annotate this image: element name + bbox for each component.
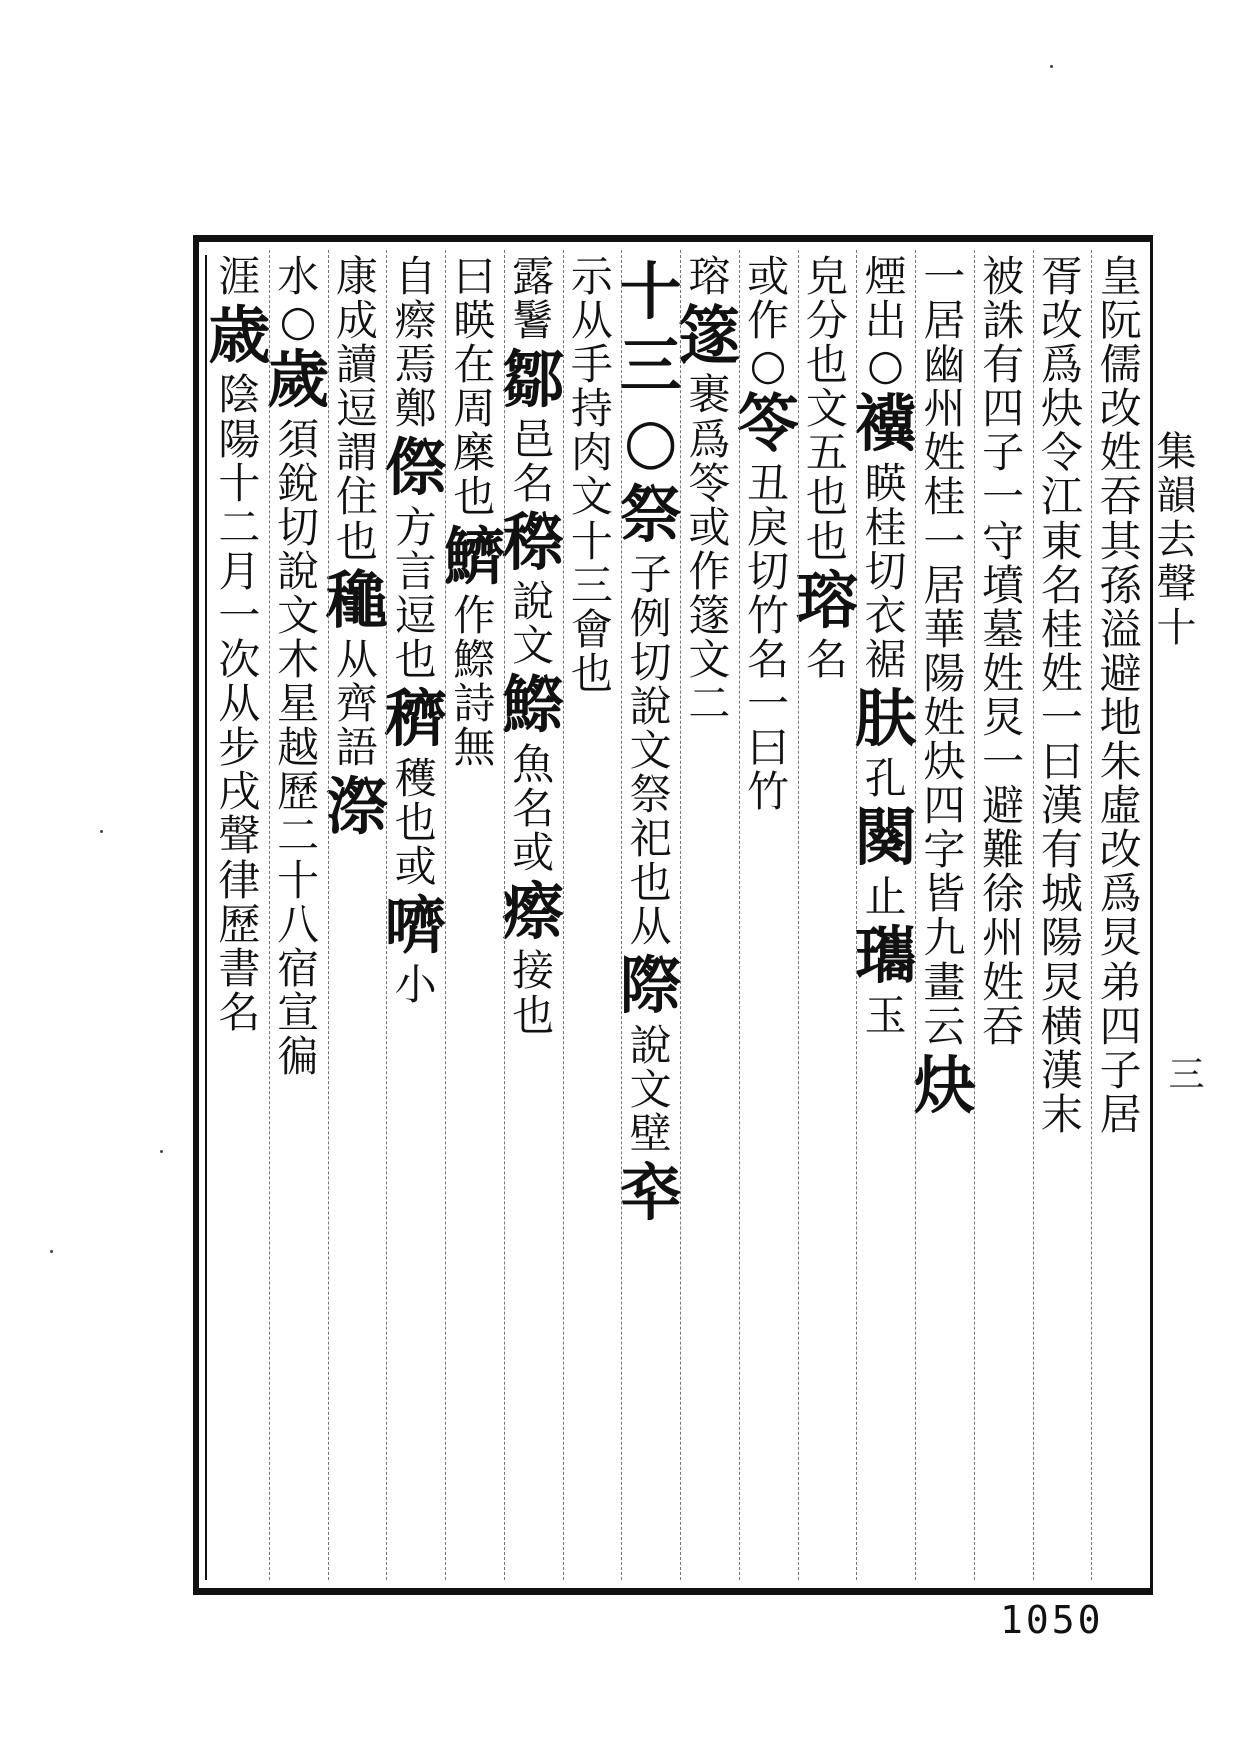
gloss-char: 从 (218, 679, 261, 729)
headword-char: ○ (623, 403, 678, 477)
gloss-char: 避 (1099, 648, 1142, 698)
headword-char: 鰶 (502, 668, 565, 742)
gloss-char: 次 (218, 635, 261, 685)
gloss-char: 水 (277, 255, 320, 301)
gloss-char: 地 (1099, 692, 1142, 742)
gloss-char: 戾 (747, 502, 790, 552)
gloss-char: 州 (923, 384, 966, 434)
gloss-char: 避 (982, 781, 1025, 831)
gloss-char: 切 (747, 546, 790, 596)
gloss-char: 持 (570, 384, 613, 434)
gloss-char: 無 (453, 723, 496, 773)
gloss-char: 一 (982, 472, 1025, 522)
headword-char: 炔 (913, 1048, 976, 1122)
gloss-char: 書 (218, 943, 261, 993)
gloss-char: 炅 (1099, 913, 1142, 963)
gloss-char: 胥 (1040, 255, 1083, 301)
gloss-char: 詩 (453, 679, 496, 729)
gloss-char: 祭 (629, 770, 672, 820)
gloss-char: 州 (982, 913, 1025, 963)
gloss-char: 在 (453, 340, 496, 390)
gloss-char: 溢 (1099, 604, 1142, 654)
headword-char: 肤 (854, 682, 917, 756)
gloss-char: 一 (923, 516, 966, 566)
gloss-char: 難 (982, 825, 1025, 875)
gloss-char: 壁 (629, 1108, 672, 1158)
gloss-char: 誅 (982, 296, 1025, 346)
gloss-char: 名 (747, 635, 790, 685)
leaf-number: 三 (1163, 1055, 1204, 1091)
gloss-char: 例 (629, 593, 672, 643)
gloss-char: 名 (512, 458, 555, 508)
gloss-char: 一 (747, 679, 790, 729)
headword-char: 傺 (384, 431, 447, 505)
gloss-char: 从 (335, 635, 378, 685)
gloss-char: 歷 (218, 899, 261, 949)
gloss-char: 成 (335, 296, 378, 346)
gloss-char: 宿 (277, 943, 320, 993)
gloss-char: 瘵 (394, 296, 437, 346)
gloss-char: 八 (277, 899, 320, 949)
gloss-char: 華 (923, 604, 966, 654)
gloss-char: 二 (277, 811, 320, 861)
gloss-char: 桂 (1040, 604, 1083, 654)
gloss-char: 焉 (394, 340, 437, 390)
headword-char: 瑢 (795, 563, 858, 637)
gloss-char: 或 (512, 827, 555, 877)
gloss-char: 作 (747, 296, 790, 346)
gloss-char: 一 (923, 255, 966, 301)
gloss-char: 也 (335, 516, 378, 566)
gloss-char: 木 (277, 635, 320, 685)
gloss-char: 漢 (1040, 1045, 1083, 1095)
gloss-char: 云 (923, 1001, 966, 1051)
gloss-char: 煙 (864, 255, 907, 301)
gloss-char: 文 (805, 384, 848, 434)
gloss-char: 姓 (1099, 428, 1142, 478)
gloss-char: 也 (394, 797, 437, 847)
gloss-char: 方 (394, 502, 437, 552)
gloss-char: 四 (982, 384, 1025, 434)
gloss-char: 也 (570, 648, 613, 698)
gloss-char: 自 (394, 255, 437, 301)
scan-speck (1050, 65, 1053, 68)
gloss-char: 皇 (1099, 255, 1142, 301)
gloss-char: 炔 (1040, 384, 1083, 434)
gloss-char: ○ (867, 340, 904, 390)
gloss-char: 也 (805, 340, 848, 390)
gloss-char: 說 (512, 577, 555, 627)
gloss-char: 十 (570, 516, 613, 566)
gloss-char: 孔 (864, 753, 907, 803)
gloss-char: 爲 (1040, 340, 1083, 390)
gloss-char: 弟 (1099, 957, 1142, 1007)
text-column-16 (203, 255, 275, 1585)
gloss-char: 言 (394, 546, 437, 596)
gloss-char: 涯 (218, 255, 261, 301)
headword-char: 際 (619, 949, 682, 1023)
gloss-char: 吞 (1099, 472, 1142, 522)
gloss-char: 陰 (218, 370, 261, 420)
gloss-char: 曰 (747, 723, 790, 773)
gloss-char: 作 (453, 590, 496, 640)
running-title: 集韻去聲十 (1150, 430, 1196, 650)
gloss-char: 居 (923, 296, 966, 346)
gloss-char: 䁐 (864, 458, 907, 508)
headword-char: 闋 (854, 800, 917, 874)
gloss-char: 改 (1040, 296, 1083, 346)
gloss-char: 二 (218, 502, 261, 552)
gloss-char: 曰 (453, 255, 496, 301)
gloss-char: 徧 (277, 1031, 320, 1081)
gloss-char: 穈 (453, 428, 496, 478)
gloss-char: 末 (1040, 1089, 1083, 1139)
gloss-char: 也 (453, 472, 496, 522)
gloss-char: 越 (277, 723, 320, 773)
page-number: 1050 (1000, 1598, 1104, 1642)
gloss-char: 也 (629, 858, 672, 908)
headword-char: 笭 (737, 387, 800, 461)
gloss-char: 墳 (982, 560, 1025, 610)
gloss-char: 陽 (1040, 913, 1083, 963)
gloss-char: 謂 (335, 428, 378, 478)
gloss-char: 横 (1040, 1001, 1083, 1051)
gloss-char: 瑢 (688, 255, 731, 301)
gloss-char: 三 (570, 560, 613, 610)
gloss-char: 皃 (805, 255, 848, 301)
gloss-char: 四 (923, 781, 966, 831)
gloss-char: 二 (688, 679, 731, 729)
gloss-char: 讀 (335, 340, 378, 390)
gloss-char: 也 (805, 516, 848, 566)
gloss-char: 歷 (277, 767, 320, 817)
gloss-char: 皆 (923, 869, 966, 919)
gloss-char: 裾 (864, 635, 907, 685)
gloss-char: 逗 (335, 384, 378, 434)
headword-char: 嚌 (384, 888, 447, 962)
gloss-char: 有 (982, 340, 1025, 390)
headword-char: 鄒 (502, 343, 565, 417)
gloss-char: 周 (453, 384, 496, 434)
gloss-char: 也 (805, 472, 848, 522)
headword-char: 䘚 (619, 1156, 682, 1230)
gloss-char: 祀 (629, 814, 672, 864)
gloss-char: 䁐 (453, 296, 496, 346)
gloss-char: 爲 (688, 414, 731, 464)
gloss-char: 聲 (218, 811, 261, 861)
gloss-char: 十 (277, 855, 320, 905)
gloss-char: 分 (805, 296, 848, 346)
gloss-char: 孫 (1099, 560, 1142, 610)
gloss-char: 齊 (335, 679, 378, 729)
gloss-char: 五 (805, 428, 848, 478)
gloss-char: 手 (570, 340, 613, 390)
gloss-char: 鰶 (453, 635, 496, 685)
gloss-char: 一 (218, 590, 261, 640)
gloss-char: 切 (629, 637, 672, 687)
gloss-char: 城 (1040, 869, 1083, 919)
gloss-char: 穫 (394, 753, 437, 803)
gloss-char: 律 (218, 855, 261, 905)
gloss-char: 文 (512, 621, 555, 671)
headword-char: 三 (619, 329, 682, 403)
gloss-char: 四 (1099, 1001, 1142, 1051)
gloss-char: 姓 (923, 692, 966, 742)
gloss-char: 名 (512, 783, 555, 833)
gloss-char: 作 (688, 546, 731, 596)
gloss-char: 小 (394, 960, 437, 1010)
gloss-char: 鬐 (512, 296, 555, 346)
gloss-char: 竹 (747, 590, 790, 640)
gloss-char: 文 (629, 1064, 672, 1114)
gloss-char: 爲 (1099, 869, 1142, 919)
headword-char: 䆋 (325, 563, 388, 637)
gloss-char: 有 (1040, 825, 1083, 875)
gloss-char: 阮 (1099, 296, 1142, 346)
gloss-char: 語 (335, 723, 378, 773)
scan-speck (100, 830, 103, 833)
gloss-char: 名 (1040, 560, 1083, 610)
gloss-char: 逗 (394, 590, 437, 640)
gloss-char: 一 (1040, 692, 1083, 742)
gloss-char: 子 (629, 549, 672, 599)
gloss-char: 从 (629, 902, 672, 952)
gloss-char: 居 (1099, 1089, 1142, 1139)
headword-char: 歲 (267, 343, 330, 417)
gloss-char: 改 (1099, 384, 1142, 434)
gloss-char: 文 (629, 725, 672, 775)
gloss-char: ○ (279, 296, 317, 346)
gloss-char: 陽 (218, 414, 261, 464)
headword-char: 祭 (619, 478, 682, 552)
gloss-char: 會 (570, 604, 613, 654)
gloss-char: 肉 (570, 428, 613, 478)
gloss-char: 姓 (923, 428, 966, 478)
headword-char: 十 (619, 255, 682, 328)
scan-speck (50, 1250, 53, 1253)
gloss-char: 被 (982, 255, 1025, 301)
gloss-char: 九 (923, 913, 966, 963)
gloss-char: 墓 (982, 604, 1025, 654)
gloss-char: 須 (277, 414, 320, 464)
gloss-char: 說 (277, 546, 320, 596)
gloss-char: 姓 (1040, 648, 1083, 698)
gloss-char: 出 (864, 296, 907, 346)
gloss-char: 星 (277, 679, 320, 729)
headword-char: 漈 (325, 770, 388, 844)
gloss-char: 也 (512, 990, 555, 1040)
gloss-char: 姓 (982, 957, 1025, 1007)
gloss-char: 露 (512, 255, 555, 301)
gloss-char: 魚 (512, 739, 555, 789)
gloss-char: 鄭 (394, 384, 437, 434)
gloss-char: 守 (982, 516, 1025, 566)
gloss-char: 說 (629, 681, 672, 731)
gloss-char: 或 (688, 502, 731, 552)
gloss-char: 居 (923, 560, 966, 610)
gloss-char: 从 (570, 296, 613, 346)
gloss-char: 字 (923, 825, 966, 875)
gloss-char: 幽 (923, 340, 966, 390)
gloss-char: 文 (570, 472, 613, 522)
headword-char: 瘵 (502, 875, 565, 949)
gloss-char: ○ (749, 340, 787, 390)
gloss-char: 東 (1040, 516, 1083, 566)
headword-char: 穧 (384, 682, 447, 756)
gloss-char: 名 (805, 635, 848, 685)
headword-char: 歳 (208, 299, 271, 373)
gloss-char: 令 (1040, 428, 1083, 478)
gloss-char: 接 (512, 946, 555, 996)
gloss-char: 衣 (864, 590, 907, 640)
gloss-char: 宣 (277, 987, 320, 1037)
gloss-char: 吞 (982, 1001, 1025, 1051)
gloss-char: 陽 (923, 648, 966, 698)
gloss-char: 也 (394, 635, 437, 685)
gloss-char: 一 (982, 737, 1025, 787)
headword-char: 鱭 (443, 519, 506, 593)
gloss-char: 玉 (864, 990, 907, 1040)
gloss-char: 竹 (747, 767, 790, 817)
gloss-char: 或 (747, 255, 790, 301)
gloss-char: 銳 (277, 458, 320, 508)
headword-char: 䙫 (854, 387, 917, 461)
gloss-char: 笭 (688, 458, 731, 508)
gloss-char: 示 (570, 255, 613, 301)
gloss-char: 畫 (923, 957, 966, 1007)
gloss-char: 桂 (864, 502, 907, 552)
gloss-char: 炅 (982, 692, 1025, 742)
gloss-char: 文 (277, 590, 320, 640)
gloss-char: 曰 (1040, 737, 1083, 787)
gloss-char: 子 (1099, 1045, 1142, 1095)
gloss-char: 止 (864, 872, 907, 922)
gloss-char: 切 (277, 502, 320, 552)
gloss-char: 步 (218, 723, 261, 773)
scan-speck (160, 1150, 163, 1153)
gloss-char: 炅 (1040, 957, 1083, 1007)
gloss-char: 朱 (1099, 737, 1142, 787)
gloss-char: 丑 (747, 458, 790, 508)
gloss-char: 裹 (688, 370, 731, 420)
headword-char: 篴 (678, 299, 741, 373)
gloss-char: 改 (1099, 825, 1142, 875)
gloss-char: 炔 (923, 737, 966, 787)
gloss-char: 桂 (923, 472, 966, 522)
gloss-char: 文 (688, 635, 731, 685)
gloss-char: 其 (1099, 516, 1142, 566)
gloss-char: 十 (218, 458, 261, 508)
gloss-char: 名 (218, 987, 261, 1037)
gloss-char: 住 (335, 472, 378, 522)
gloss-char: 篴 (688, 590, 731, 640)
gloss-char: 康 (335, 255, 378, 301)
gloss-char: 姓 (982, 648, 1025, 698)
headword-char: 穄 (502, 505, 565, 579)
headword-char: 瓗 (854, 919, 917, 993)
gloss-char: 說 (629, 1020, 672, 1070)
gloss-char: 子 (982, 428, 1025, 478)
gloss-char: 戌 (218, 767, 261, 817)
gloss-char: 儒 (1099, 340, 1142, 390)
gloss-char: 徐 (982, 869, 1025, 919)
gloss-char: 邑 (512, 414, 555, 464)
gloss-char: 漢 (1040, 781, 1083, 831)
gloss-char: 江 (1040, 472, 1083, 522)
gloss-char: 虛 (1099, 781, 1142, 831)
gloss-char: 月 (218, 546, 261, 596)
gloss-char: 切 (864, 546, 907, 596)
gloss-char: 或 (394, 841, 437, 891)
